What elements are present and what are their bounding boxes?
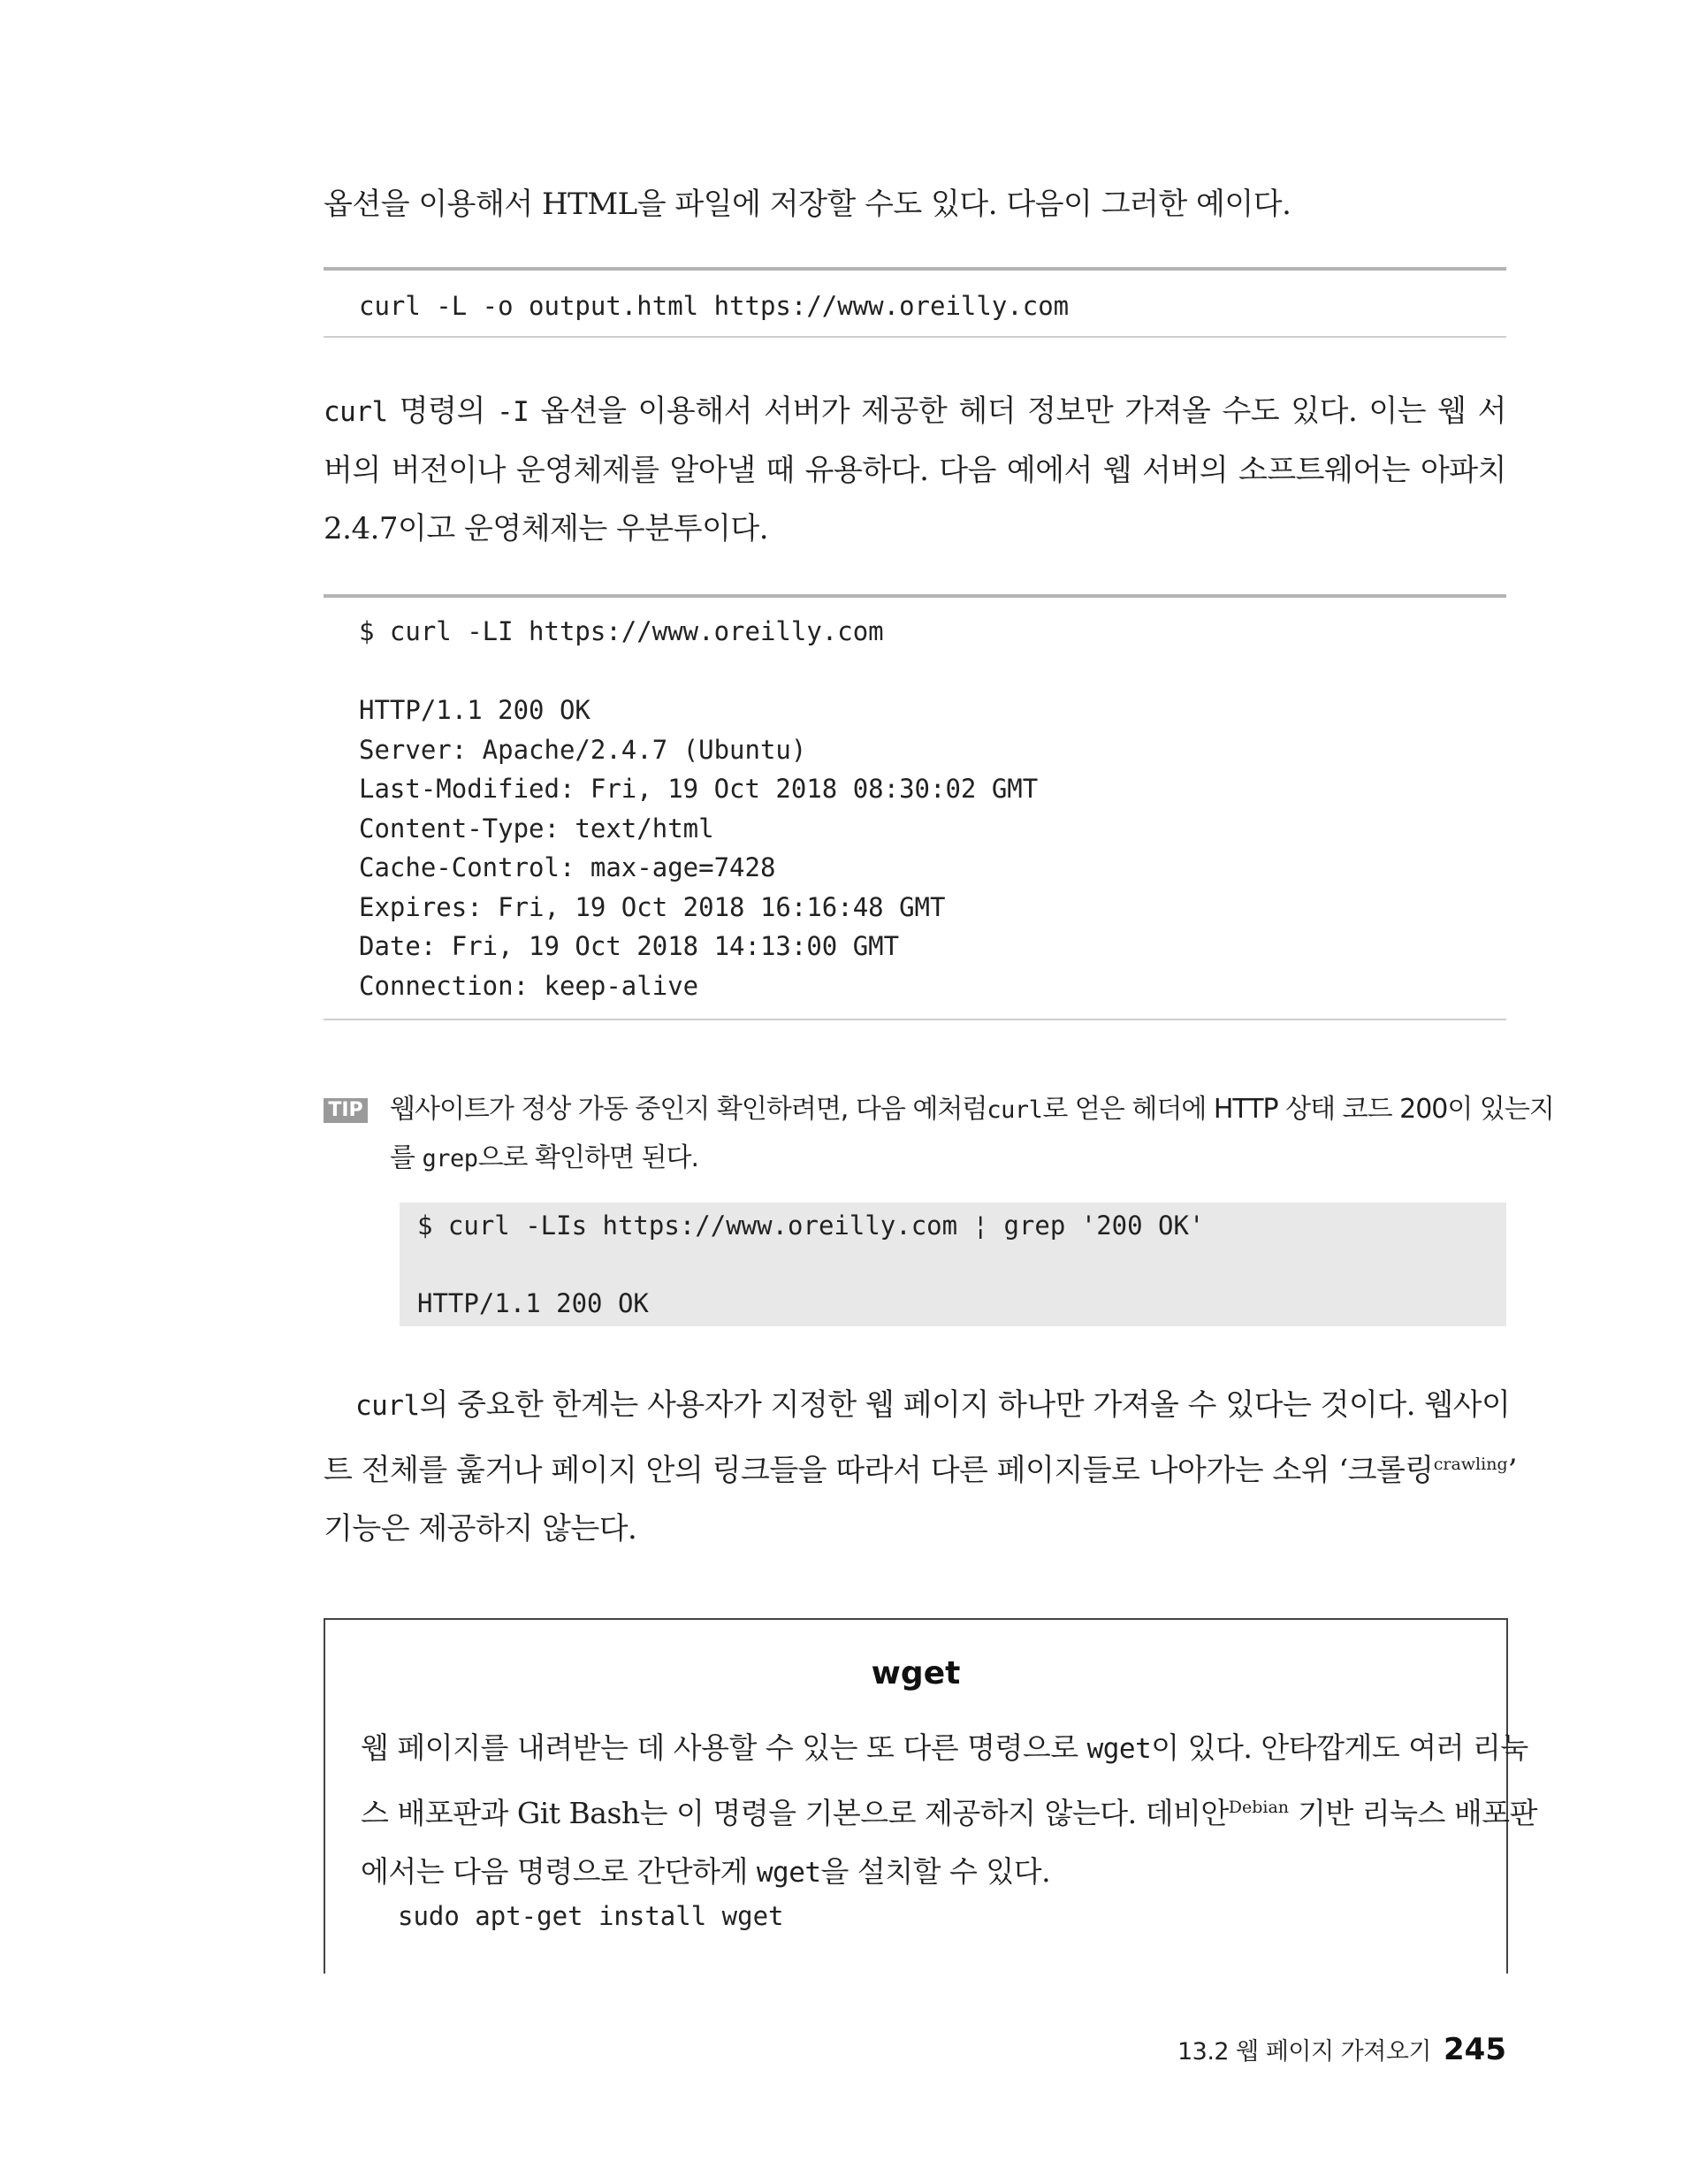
- paragraph-line: 기능은 제공하지 않는다.: [324, 1511, 637, 1546]
- code-block-top-rule: [324, 594, 1506, 598]
- tip-code: $ curl -LIs https://www.oreilly.com ¦ grep '200 OK' HTTP/1.1 200 OK: [417, 1210, 1205, 1318]
- tip-badge: TIP: [324, 1098, 368, 1123]
- inline-code: curl: [324, 396, 388, 428]
- sidebar-title: wget: [871, 1655, 961, 1691]
- paragraph-line: 버의 버전이나 운영체제를 알아낼 때 유용하다. 다음 예에서 웹 서버의 소프트웨어는 아파치: [324, 453, 1506, 488]
- paragraph-line: curl의 중요한 한계는 사용자가 지정한 웹 페이지 하나만 가져올 수 있다는 것이다. 웹사이: [355, 1387, 1511, 1423]
- chapter-title: 13.2 웹 페이지 가져오기: [1177, 2038, 1432, 2066]
- code-block-bottom-rule: [324, 336, 1506, 338]
- tip-line: 를 grep으로 확인하면 된다.: [390, 1142, 699, 1173]
- inline-code: wget: [1086, 1733, 1152, 1765]
- tip-line: 웹사이트가 정상 가동 중인지 확인하려면, 다음 예처럼curl로 얻은 헤더에 HTTP 상태 코드 200이 있는지: [390, 1094, 1554, 1125]
- sidebar-code: sudo apt-get install wget: [398, 1901, 784, 1931]
- body-paragraph-2: [324, 382, 1506, 558]
- code-block-1: curl -L -o output.html https://www.oreilly.com: [359, 291, 1070, 321]
- sidebar-box: [324, 1618, 1538, 1974]
- paragraph-line: 옵션을 이용해서 HTML을 파일에 저장할 수도 있다. 다음이 그러한 예이다.: [324, 187, 1291, 222]
- code-block-bottom-rule: [324, 1019, 1506, 1020]
- page-footer: [1177, 2032, 1506, 2067]
- paragraph-line: 웹 페이지를 내려받는 데 사용할 수 있는 또 다른 명령으로 wget이 있다. 안타깝게도 여러 리눅: [361, 1730, 1528, 1765]
- tip-code-block: [400, 1203, 1506, 1326]
- code-block-top-rule: [324, 267, 1506, 271]
- inline-code: -I: [496, 396, 530, 428]
- tip-text: [390, 1086, 1554, 1183]
- paragraph-line: 2.4.7이고 운영체제는 우분투이다.: [324, 511, 769, 546]
- inline-code: curl: [987, 1096, 1043, 1124]
- superscript-gloss: Debian: [1228, 1798, 1290, 1817]
- paragraph-line: curl 명령의 -I 옵션을 이용해서 서버가 제공한 헤더 정보만 가져올 수도 있다. 이는 웹 서: [324, 393, 1506, 429]
- body-paragraph-1: [324, 175, 1506, 233]
- paragraph-line: 트 전체를 훑거나 페이지 안의 링크들을 따라서 다른 페이지들로 나아가는 소위 ‘크롤링$^{crawling}$’: [324, 1453, 1517, 1488]
- code-block-2: $ curl -LI https://www.oreilly.com HTTP/1.1 200 OK Server: Apache/2.4.7 (Ubuntu) Last-Modified: Fri, 19 Oct 2018 08:30:02 GMT Content-Type: text/html Cache-Control: max-age=7428 Expires: Fri, 19 Oct 2018 16:16:48 GMT Date: Fri, 19 Oct 2018 14:13:00 GMT Connection: keep-alive: [359, 616, 1039, 1001]
- body-paragraph-3: [324, 1376, 1517, 1558]
- superscript-gloss: crawling: [1433, 1455, 1508, 1474]
- paragraph-line: 에서는 다음 명령으로 간단하게 wget을 설치할 수 있다.: [361, 1854, 1051, 1889]
- inline-code: wget: [756, 1857, 821, 1889]
- sidebar-paragraph: [361, 1719, 1538, 1902]
- inline-code: curl: [355, 1390, 420, 1422]
- page-number: 245: [1444, 2032, 1506, 2067]
- paragraph-line: 스 배포판과 Git Bash는 이 명령을 기본으로 제공하지 않는다. 데비안$^{Debian}$ 기반 리눅스 배포판: [361, 1796, 1538, 1830]
- inline-code: grep: [422, 1145, 478, 1172]
